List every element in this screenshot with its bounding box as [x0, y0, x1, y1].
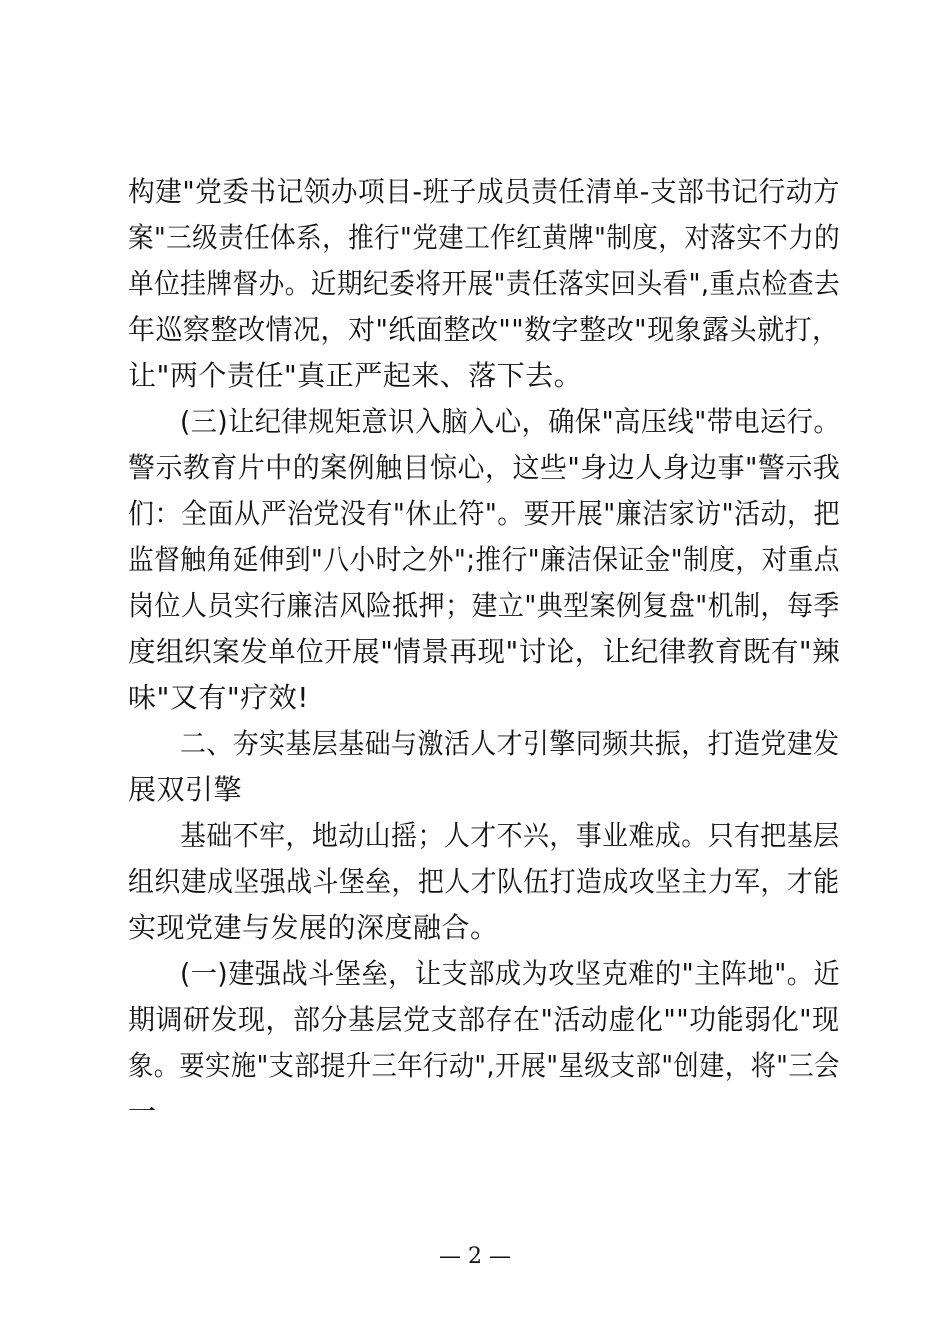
body-text-line: 案"三级责任体系，推行"党建工作红黄牌"制度，对落实不力的 — [128, 221, 841, 254]
body-text-line: 岗位人员实行廉洁风险抵押；建立"典型案例复盘"机制，每季 — [128, 589, 840, 622]
body-text-line: 年巡察整改情况，对"纸面整改""数字整改"现象露头就打， — [128, 313, 840, 346]
body-text-line: 度组织案发单位开展"情景再现"讨论，让纪律教育既有"辣 — [128, 635, 841, 668]
chapter-heading-line: 展双引擎 — [128, 773, 243, 806]
body-text-line: 一 — [128, 1095, 157, 1128]
body-text-line: 让"两个责任"真正严起来、落下去。 — [128, 359, 583, 392]
body-text-line: 单位挂牌督办。近期纪委将开展"责任落实回头看",重点检查去 — [128, 267, 841, 300]
body-text-line: 构建"党委书记领办项目-班子成员责任清单-支部书记行动方 — [128, 175, 841, 208]
body-text-line: 们：全面从严治党没有"休止符"。要开展"廉洁家访"活动，把 — [128, 497, 841, 530]
body-text-line: 味"又有"疗效! — [128, 681, 309, 714]
body-text-line: 实现党建与发展的深度融合。 — [128, 911, 499, 944]
body-text-line: 期调研发现，部分基层党支部存在"活动虚化""功能弱化"现 — [128, 1003, 840, 1036]
body-text-line: 警示教育片中的案例触目惊心，这些"身边人身边事"警示我 — [128, 451, 841, 484]
section-heading-line: (一)建强战斗堡垒，让支部成为攻坚克难的"主阵地"。近 — [180, 957, 841, 990]
body-text-line: 基础不牢，地动山摇；人才不兴，事业难成。只有把基层 — [180, 819, 840, 852]
section-heading-line: (三)让纪律规矩意识入脑入心，确保"高压线"带电运行。 — [180, 405, 841, 438]
body-text-line: 象。要实施"支部提升三年行动",开展"星级支部"创建，将"三会 — [128, 1049, 840, 1082]
page-number: — 2 — — [439, 1244, 511, 1269]
chapter-heading-line: 二、夯实基层基础与激活人才引擎同频共振，打造党建发 — [180, 727, 840, 760]
body-text-line: 监督触角延伸到"八小时之外";推行"廉洁保证金"制度，对重点 — [128, 543, 840, 576]
body-text-line: 组织建成坚强战斗堡垒，把人才队伍打造成攻坚主力军，才能 — [128, 865, 840, 898]
